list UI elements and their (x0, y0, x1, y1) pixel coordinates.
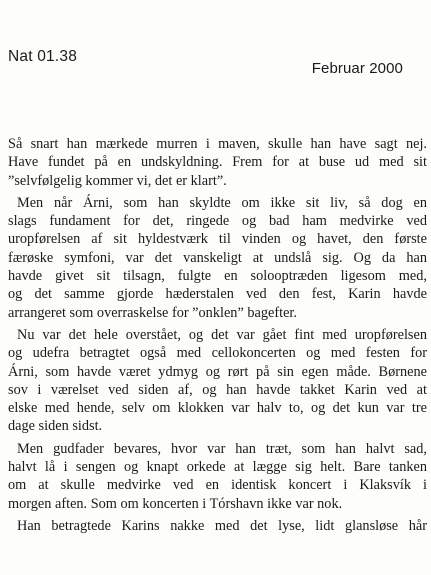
text-line: om at skulle medvirke ved en identisk koncert i Klaksvík i (8, 477, 427, 494)
paragraph (8, 326, 427, 436)
text-line: Han betragtede Karins nakke med det lyse, lidt glansløse hår (17, 517, 427, 534)
text-line: og det samme gjorde hæderstalen ved den fest, Karin havde (8, 286, 427, 303)
text-line: slags fundament for det, ringede og bad ham medvirke ved (8, 213, 427, 230)
text-line: halvt lå i sengen og knapt orkede at lægge sig helt. Bare tanken (8, 459, 427, 476)
text-line: Så snart han mærkede murren i maven, skulle han have sagt nej. (8, 136, 427, 152)
text-line: morgen aften. Som om koncerten i Tórshavn ikke var nok. (8, 495, 343, 512)
text-line: sov i værelset ved siden af, og han havde takket Karin ved at (8, 381, 427, 398)
paragraph (8, 440, 427, 513)
text-line: arrangeret som overraskelse for ”onklen” bagefter. (8, 304, 297, 321)
paragraph (8, 517, 427, 535)
header-issue: Nat 01.38 (8, 48, 78, 65)
text-line: dage siden sidst. (8, 418, 103, 435)
text-line: ”selvfølgelig kommer vi, det er klart”. (8, 172, 227, 189)
text-line: elske med hende, selv om klokken var halv to, og det kun var tre (8, 400, 427, 417)
text-line: og udefra betragtet også med cellokoncerten og med festen for (8, 345, 427, 362)
text-line: Men gudfader bevares, hvor var han træt, som han halvt sad, (17, 440, 427, 457)
text-line: havde givet sit tilsagn, fulgte en solooptræden ligesom med, (8, 268, 427, 285)
text-line: uropførelsen af sit hyldestværk til vinden og havet, den første (8, 231, 427, 248)
text-line: Nu var det hele overstået, og det var gået fint med uropførelsen (17, 326, 427, 343)
text-line: færøske symfoni, var det vanskeligt at undslå sig. Og da han (8, 249, 427, 266)
paragraph (8, 194, 427, 322)
body-text (8, 135, 427, 539)
paragraph (8, 135, 427, 190)
text-line: Men når Árni, som han skyldte om ikke sit liv, så dog en (17, 194, 427, 211)
text-line: Árni, som havde været ydmyg og rørt på sin egen måde. Børnene (8, 363, 427, 380)
header-date: Februar 2000 (311, 60, 403, 77)
text-line: Have fundet på en undskyldning. Frem for at buse ud med sit (8, 154, 427, 171)
